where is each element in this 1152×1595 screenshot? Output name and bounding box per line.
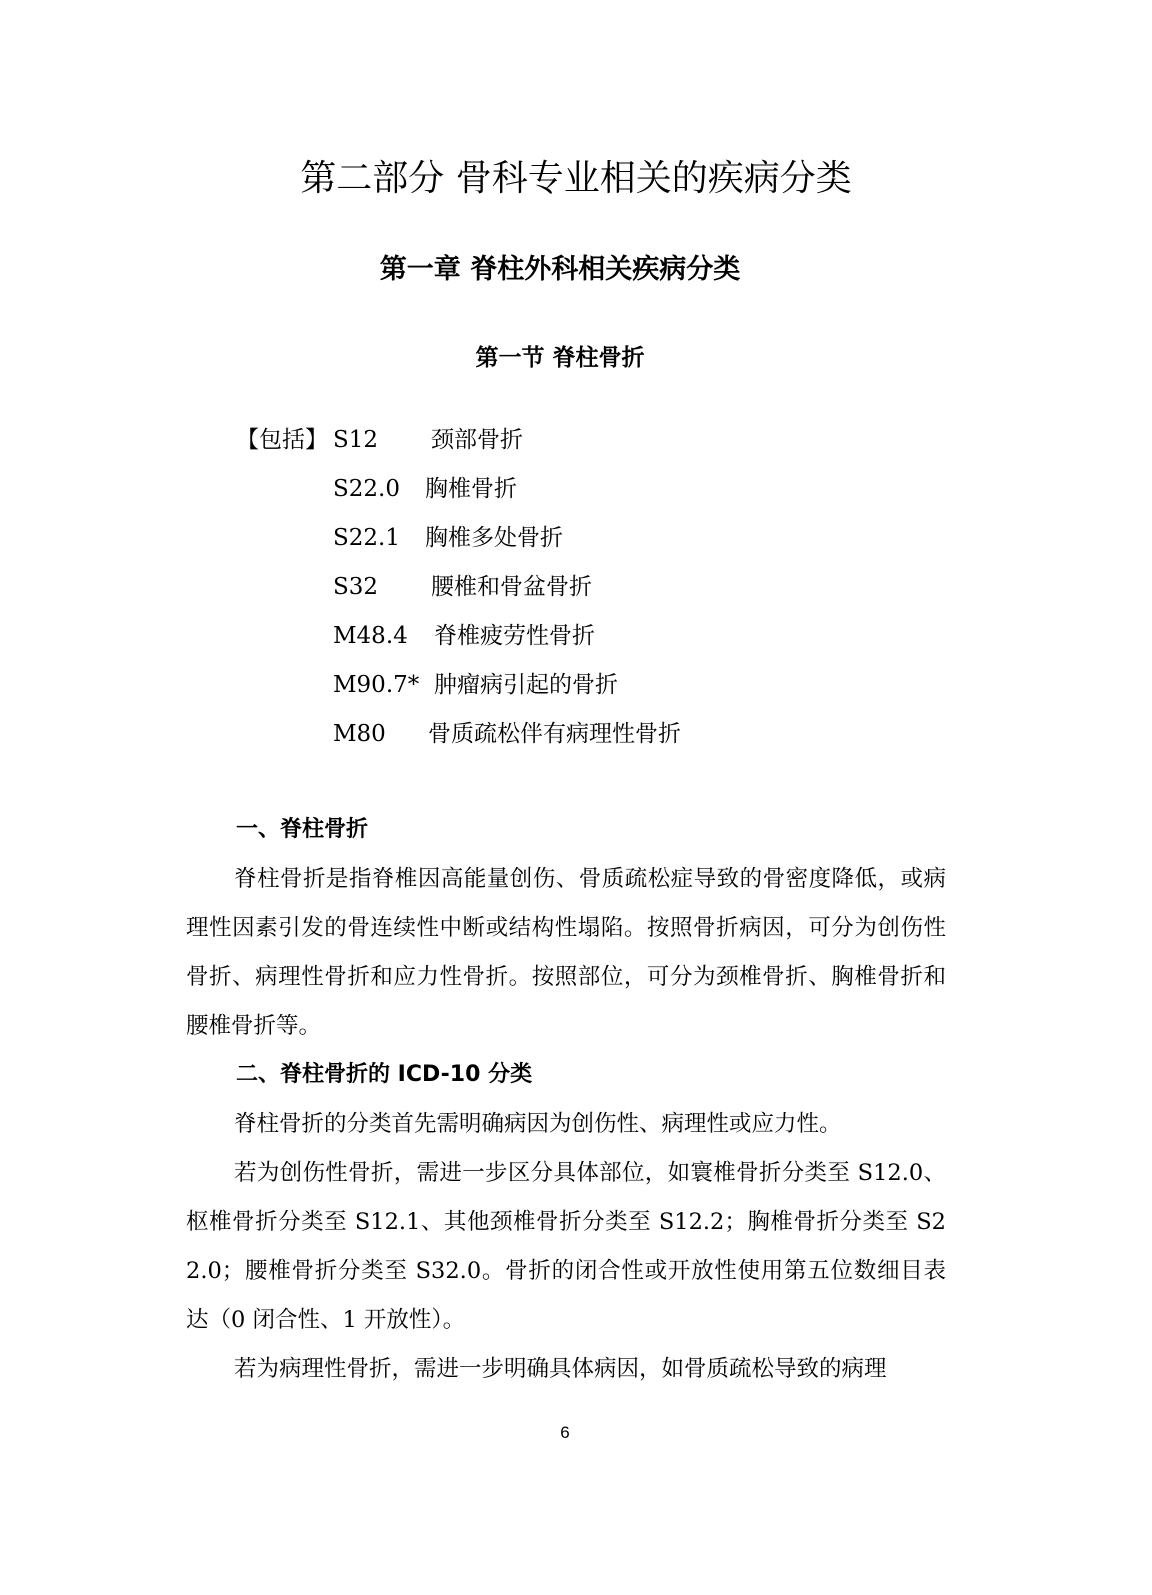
diagnosis-name: 胸椎骨折 xyxy=(425,476,517,502)
paragraph-pathological-fracture: 若为病理性骨折，需进一步明确具体病因，如骨质疏松导致的病理 xyxy=(234,1356,887,1382)
diagnosis-code: S22.0 xyxy=(333,476,400,502)
diagnosis-code: M80 xyxy=(333,721,386,747)
paragraph-traumatic-fracture: 若为创伤性骨折，需进一步区分具体部位，如寰椎骨折分类至 S12.0、枢椎骨折分类至 S12.1、其他颈椎骨折分类至 S12.2；胸椎骨折分类至 S22.0；腰椎骨折分类至 S32.0。骨折的闭合性或开放性使用第五位数细目表达（0 闭合性、1 开放性）。 xyxy=(186,1160,946,1333)
part-title: 第二部分 骨科专业相关的疾病分类 xyxy=(300,158,852,199)
diagnosis-name: 骨质疏松伴有病理性骨折 xyxy=(428,721,681,747)
diagnosis-name: 脊椎疲劳性骨折 xyxy=(434,623,595,649)
diagnosis-name: 颈部骨折 xyxy=(431,427,523,453)
page-number: 6 xyxy=(560,1423,570,1442)
diagnosis-name: 胸椎多处骨折 xyxy=(425,525,563,551)
diagnosis-code: S12 xyxy=(333,427,379,453)
heading-icd10-classification: 二、脊柱骨折的 ICD-10 分类 xyxy=(236,1062,533,1087)
paragraph-classification-intro: 脊柱骨折的分类首先需明确病因为创伤性、病理性或应力性。 xyxy=(234,1111,842,1137)
chapter-title: 第一章 脊柱外科相关疾病分类 xyxy=(379,254,741,285)
diagnosis-name: 肿瘤病引起的骨折 xyxy=(434,672,618,698)
diagnosis-code: S32 xyxy=(333,574,379,600)
paragraph-definition: 脊柱骨折是指脊椎因高能量创伤、骨质疏松症导致的骨密度降低，或病理性因素引发的骨连续性中断或结构性塌陷。按照骨折病因，可分为创伤性骨折、病理性骨折和应力性骨折。按照部位，可分为颈椎骨折、胸椎骨折和腰椎骨折等。 xyxy=(186,866,946,1039)
section-title: 第一节 脊柱骨折 xyxy=(475,345,645,371)
diagnosis-code: S22.1 xyxy=(333,525,400,551)
diagnosis-name: 腰椎和骨盆骨折 xyxy=(431,574,592,600)
diagnosis-code: M48.4 xyxy=(333,623,408,649)
diagnosis-code: M90.7* xyxy=(333,672,420,698)
includes-prefix: 【包括】 xyxy=(236,427,328,453)
heading-spinal-fracture: 一、脊柱骨折 xyxy=(236,817,369,842)
